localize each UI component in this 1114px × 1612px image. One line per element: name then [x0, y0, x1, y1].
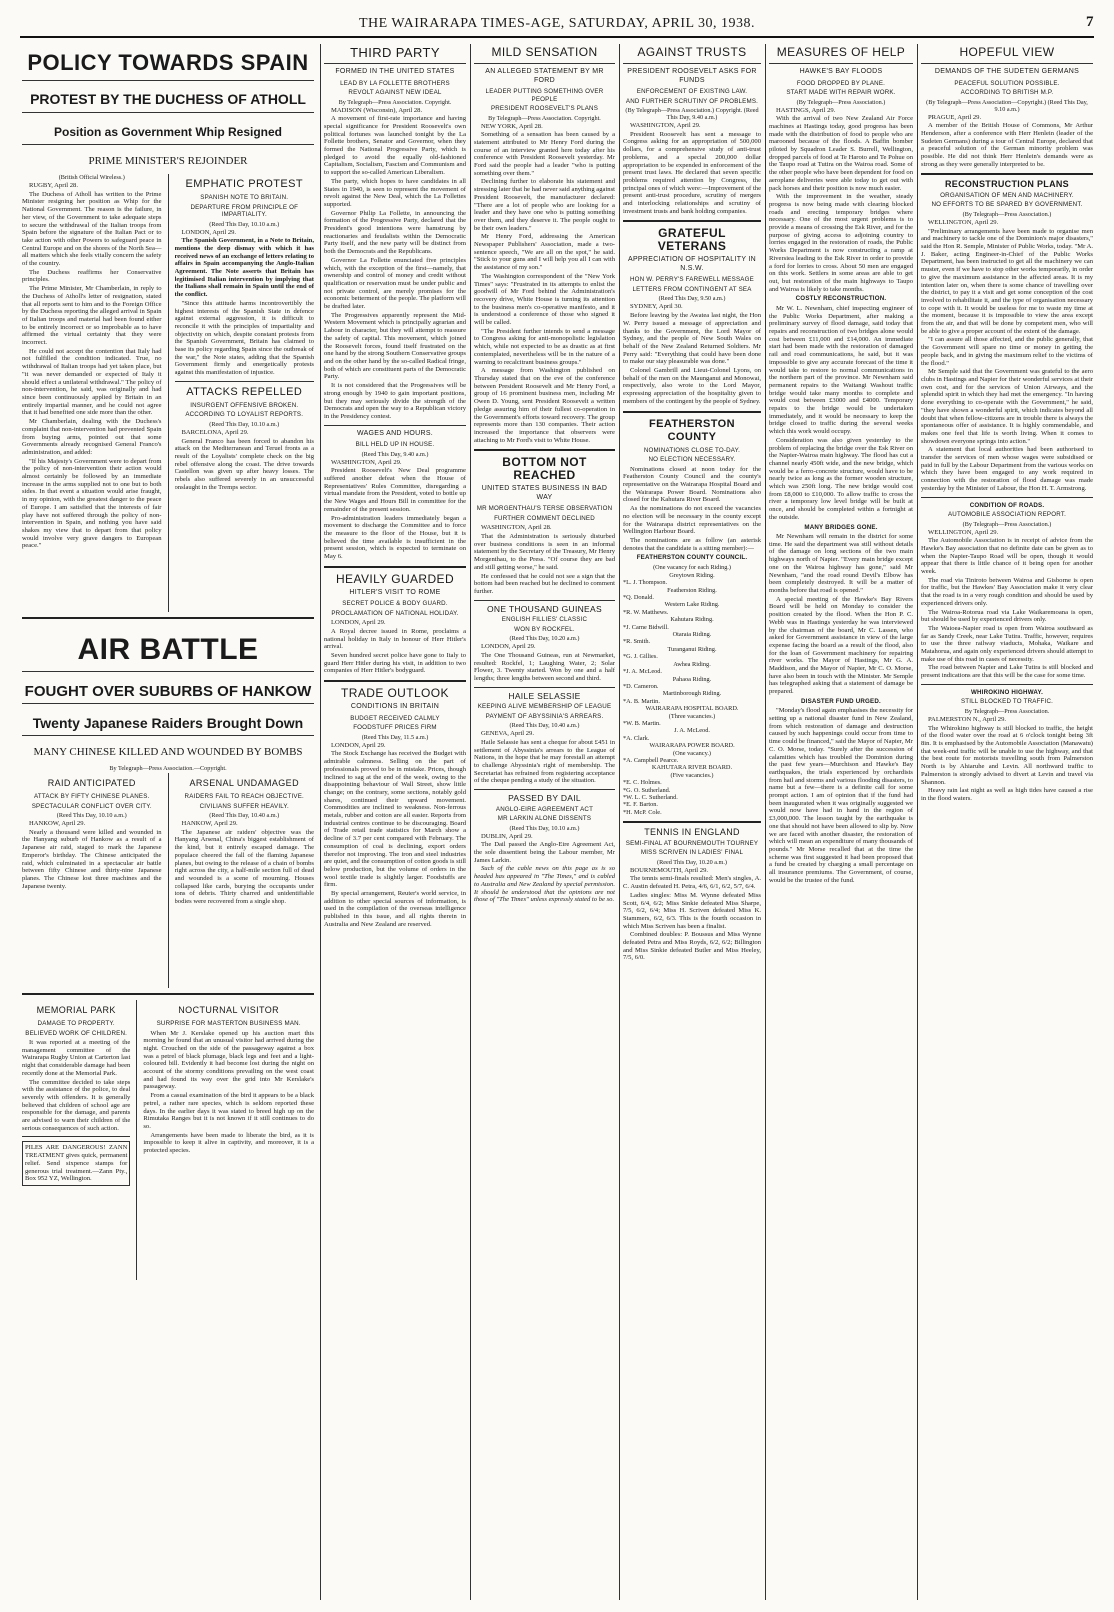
- subheading: TENNIS IN ENGLAND: [644, 827, 740, 838]
- nomination-entry: *L. J. Thompson.: [623, 579, 668, 587]
- paragraph: Mr Henry Ford, addressing the American Newspaper Publishers' Association, made a two-sentence speech, "We are all on the spot," he said. "Stick to your guns and I will help you all I can with the assistance of my son.": [474, 233, 615, 272]
- column-rule: [619, 44, 620, 1600]
- article-nocturnal-visitor: [143, 1000, 314, 1280]
- received-line: (By Telegraph—Press Association.) Copyright. (Reed This Day, 9.40 a.m.): [625, 107, 759, 121]
- paragraph: Mr W. L. Newnham, chief inspecting engineer of the Public Works Department, after making a preliminary survey of flood damage, said today that repairs and reconstruction of two bridges alone would cost between £11,000 and £14,000. An immediate start had been made with the restoration of damaged rail and road communications, he said, but it was impossible to give any accurate forecast of the time it would take to restore to normal communications in the northern part of the province. Mr Newnham said permanent repairs to the Waitangi Washout traffic bridge would take many months to complete and would cost between £3000 and £4000. Temporary repairs to the bridge would be undertaken immediately, and it would be necessary to keep the bridge closed to traffic during the several weeks which this work would occupy.: [769, 304, 913, 436]
- article-third-party: [324, 46, 466, 421]
- column-rule: [320, 44, 321, 1600]
- dateline: RUGBY, April 28.: [29, 182, 78, 189]
- dateline: SYDNEY, April 30.: [630, 303, 683, 311]
- paragraph: A message from Washington published on Thursday stated that on the eve of the conference between President Roosevelt and Mr Henry Ford, a group of 16 prominent business men, including Mr Owen D. Young, sent President Roosevelt a written pledge assuring him of their fullest co-operation in the Government's efforts toward recovery. The group represents more than 130 companies. Their action increased the importance that observers were attaching to Mr Ford's visit to White House.: [474, 367, 615, 444]
- credit-line: (By Telegraph—Press Association.): [962, 210, 1052, 218]
- dateline: HANKOW, April 29.: [29, 820, 86, 827]
- nomination-entry: Greytown Riding.: [669, 571, 715, 579]
- nomination-entry: *A. Campbell Pearce.: [623, 756, 679, 764]
- paragraph: The One Thousand Guineas, run at Newmarket, resulted: Rockfel, 1; Laughing Water, 2; Solar Flower, 3. Twenty started. Won by one and a half lengths; three lengths between second and third.: [474, 651, 615, 682]
- subheading: HAILE SELASSIE: [508, 690, 581, 701]
- article-memorial-park: [22, 1000, 130, 1280]
- deck: LEAD BY LA FOLLETTE BROTHERS: [340, 79, 450, 87]
- article-grateful-veterans: [623, 227, 761, 405]
- paragraph: When Mr J. Kerslake opened up his auction mart this morning he found that an unusual visitor had arrived during the night. Crouched on the side of the passageway against a box was a petrel of black plumage, black legs and feet and a light-coloured bill. Evidently it had become lost during the night on account of the stormy conditions prevailing on the west coast and had found its way over the grid into Mr Kerslake's passageway.: [143, 1029, 314, 1091]
- deck: ENFORCEMENT OF EXISTING LAW.: [636, 88, 748, 95]
- deck: FOODSTUFF PRICES FIRM: [353, 724, 437, 732]
- deck: Twenty Japanese Raiders Brought Down: [32, 715, 304, 731]
- credit-line: (By Telegraph—Press Association.): [796, 98, 886, 106]
- dateline: MADISON (Wisconsin), April 28.: [331, 106, 423, 114]
- paragraph: "Since this attitude harms incontrovertibly the highest interests of the Spanish State in defence against external aggression, it is difficult to reconcile it with the principles of impartiality and objectivity on which, despite constant protests from the Spanish Government, Britain has claimed to base its policy regarding Spain since the outbreak of the war," the Note states, adding that the Spanish Government firmly and energetically protests against this manifestation of injustice.: [174, 299, 314, 377]
- nomination-entry: *Q. Donald.: [623, 594, 654, 602]
- column-4: [623, 42, 761, 1602]
- deck: ACCORDING TO BRITISH M.P.: [960, 89, 1054, 96]
- deck: KEEPING ALIVE MEMBERSHIP OF LEAGUE: [477, 703, 612, 711]
- paragraph: The tennis semi-finals resulted: Men's singles, A. C. Austin defeated H. Petra, 4/6, 6/1, 6/2, 5/7, 6/4.: [623, 875, 761, 891]
- deck: WON BY ROCKFEL.: [514, 625, 575, 633]
- deck: NO EFFORTS TO BE SPARED BY GOVERNMENT.: [931, 201, 1083, 209]
- credit-line: (British Official Wireless.): [58, 174, 125, 181]
- received-line: (Reed This Day, 9.50 a.m.): [658, 295, 726, 303]
- article-air-battle: [22, 633, 314, 988]
- subheading: RAID ANTICIPATED: [47, 778, 136, 788]
- nomination-entry: KAHUTARA RIVER BOARD.: [651, 764, 733, 772]
- deck: PAYMENT OF ABYSSINIA'S ARREARS.: [485, 712, 604, 720]
- received-line: (Reed This Day, 10.20 a.m.): [657, 858, 727, 866]
- nomination-entry: (Five vacancies.): [670, 771, 714, 779]
- deck: ANGLO-EIRE AGREEMENT ACT: [495, 805, 594, 813]
- nomination-entry: *G. O. Sutherland.: [623, 786, 671, 794]
- nomination-entry: Pahaoa Riding.: [672, 675, 712, 683]
- nomination-entry: *R. W. Matthews.: [623, 608, 669, 616]
- paragraph: He confessed that he could not see a sign that the bottom had been reached but he declined to comment further.: [474, 572, 615, 595]
- received-line: (Reed This Day, 10.10 a.m.): [209, 220, 280, 228]
- nomination-entry: Otaraia Riding.: [672, 631, 712, 639]
- deck: MISS SCRIVEN IN LADIES' FINAL: [640, 849, 744, 857]
- credit-line: (By Telegraph—Press Association.): [962, 520, 1052, 528]
- paragraph: The Duchess of Atholl has written to the Prime Minister resigning her position as Whip for the National Government. The reason is the failure, in her view, of the Government to take adequate steps to secure the withdrawal of the Italian troops from Spain before the signature of the Italian Pact or to take action with other Powers to safeguard peace in Central Europe and on the shores of the North Sea—all matters which she feels vitally concern the safety of the country.: [22, 190, 162, 268]
- paragraph: President Roosevelt has sent a message to Congress asking for an appropriation of 500,000 dollars, for a comprehensive study of anti-trust problems, and a special 200,000 dollar appropriation to be expended in enforcement of the present trust laws. He declared that seven specific problems required attention by Congress, the principal ones of which were:—Improvement of the present anti-trust procedure, scrutiny of mergers and interlocking relationships and scrutiny of investment trusts and bank holding companies.: [623, 130, 761, 215]
- nomination-entry: WAIRARAPA POWER BOARD.: [649, 742, 735, 750]
- deck: Position as Government Whip Resigned: [53, 125, 283, 139]
- page-number: 7: [1086, 14, 1094, 30]
- paragraph: Mr Chamberlain, dealing with the Duchess's complaint that non-intervention had prevented Spain from buying arms, pointed out that some Governments already recognised General Franco's administration, and added:: [22, 418, 162, 456]
- deck: SEMI-FINAL AT BOURNEMOUTH TOURNEY: [625, 839, 759, 847]
- note: (One vacancy for each Riding.): [653, 563, 731, 571]
- deck: FOUGHT OVER SUBURBS OF HANKOW: [24, 683, 312, 700]
- subheading: EMPHATIC PROTEST: [185, 178, 303, 190]
- nomination-entry: WAIRARAPA HOSPITAL BOARD.: [645, 705, 739, 713]
- paragraph: The Waioea-Napier road is open from Wairoa southward as far as Sandy Creek, near Lake Tutira. Traffic, however, requires to use the three railway viaducts, Mohaka, Waikare and Matahorua, and again only experienced drivers should attempt to make use of this road in cases of necessity.: [921, 624, 1093, 663]
- received-line: (Reed This Day, 9.40 a.m.): [361, 450, 429, 458]
- paragraph: Nearly a thousand were killed and wounded in the Hanyang suburb of Hankow as a result of a Japanese air raid, staged to mark the Japanese Emperor's birthday. The Chinese anticipated the raid, which culminated in a spectacular air battle between fifty Chinese and thirty-nine Japanese planes. The Chinese lost three machines and the Japanese twenty.: [22, 828, 162, 890]
- subheading: NOCTURNAL VISITOR: [178, 1005, 280, 1015]
- subheading: FEATHERSTON COUNTY: [649, 417, 735, 443]
- dateline: WASHINGTON, April 29.: [630, 122, 701, 129]
- paragraph: The Dail passed the Anglo-Eire Agreement Act, the sole dissentient being the Labour member, Mr James Larkin.: [474, 841, 615, 864]
- article-reconstruction-plans: [921, 180, 1093, 802]
- subheading: BOTTOM NOT REACHED: [502, 455, 587, 483]
- dateline: WASHINGTON, April 29.: [331, 458, 402, 466]
- article-tennis-in-england: [623, 828, 761, 962]
- article-one-thousand-guineas: [474, 605, 615, 683]
- deck: ENGLISH FILLIES' CLASSIC: [501, 616, 588, 624]
- nomination-entry: *A. B. Martin.: [623, 697, 660, 705]
- column-2: [324, 42, 466, 1602]
- masthead-title: THE WAIRARAPA TIMES-AGE, SATURDAY, APRIL 30, 1938.: [358, 16, 756, 31]
- received-line: (Reed This Day, 10.40 a.m.): [509, 722, 580, 730]
- paragraph: A statement that local authorities had been authorised to transfer the services of men whose wages were subsidised or paid in full by the Labour Department from the various works on which they have been engaged to any work required in connection with the restoration of flood damage was made yesterday by the Minister of Labour, the Hon H. T. Armstrong.: [921, 446, 1093, 492]
- subheading: AGAINST TRUSTS: [637, 45, 747, 59]
- dateline: WELLINGTON, April 29.: [928, 528, 999, 536]
- paragraph: The Japanese air raiders' objective was the Hanyang Arsenal, China's biggest establishment of the kind, but it entirely escaped damage. The populace cheered the fall of the flaming Japanese planes, but owing to the release of a chain of bombs right across the city, a half-mile section full of dead and wounded is a scene of mourning. Houses collapsed like cards, burying the occupants under tons of debris. Thirty charred and unidentifiable bodies were recovered from a single shop.: [174, 828, 314, 906]
- article-heavily-guarded: [324, 573, 466, 675]
- paragraph: Arrangements have been made to liberate the bird, as it is impossible to keep it alive in captivity, and moreover, it is a protected species.: [143, 1131, 314, 1155]
- footnote: Such of the cable news on this page as is so headed has appeared in "The Times," and is cabled to Australia and New Zealand by special permission. It should be understood that the opinions are not those of "The Times" unless expressly stated to be so.: [474, 865, 615, 904]
- deck: AN ALLEGED STATEMENT BY MR FORD: [485, 68, 604, 84]
- nomination-entry: *W. B. Martin.: [623, 719, 661, 727]
- received-line: (Reed This Day, 10.20 a.m.): [509, 635, 580, 643]
- deck: PEACEFUL SOLUTION POSSIBLE.: [954, 79, 1060, 87]
- paragraph: Pro-administration leaders immediately began a movement to discharge the Committee and to force the measure to the floor of the House, but it is believed the time available is insufficient in the present session, which is expected to terminate on May 6.: [324, 514, 466, 561]
- paragraph: By special arrangement, Reuter's world service, in addition to other special sources of information, is used in the compilation of the overseas intelligence published in this issue, and all rights therein in Australia and New Zealand are reserved.: [324, 890, 466, 928]
- advertisement: PILES ARE DANGEROUS! ZANN TREATMENT gives quick, permanent relief. Send sixpence stamps for generous trial treatment.—Zann Pty., Box 952 YZ, Wellington.: [22, 1141, 130, 1186]
- subheading: ARSENAL UNDAMAGED: [189, 778, 299, 788]
- subheading: DISASTER FUND URGED.: [801, 697, 881, 705]
- nomination-entry: Kahutara Riding.: [670, 616, 714, 624]
- dateline: LONDON, April 29.: [331, 619, 386, 627]
- deck: PRIME MINISTER'S REJOINDER: [88, 155, 248, 167]
- paragraph: The Wairoa-Rotorua road via Lake Waikaremoana is open, but should be used by experienced drivers only.: [921, 608, 1093, 624]
- nomination-entry: *J. A. McLeod.: [623, 668, 663, 676]
- nomination-list: [623, 572, 761, 816]
- deck: SURPRISE FOR MASTERTON BUSINESS MAN.: [156, 1020, 301, 1027]
- paragraph: The Progressives apparently represent the Mid-Western Movement which is principally agrarian and Labour in character, but they will attempt to reassure the safety of capital. This movement, which joined the Roosevelt forces, found itself frustrated on the one hand by the strong Southern Conservative groups and on the other hand by the so-called Radical fringe, both of which are constituent parts of the Democratic Party.: [324, 311, 466, 381]
- credit-line: By Telegraph—Press Association.: [964, 707, 1050, 715]
- nomination-entry: Martinborough Riding.: [662, 690, 722, 698]
- dateline: HANKOW, April 29.: [181, 820, 238, 827]
- column-rule: [917, 44, 918, 1600]
- headline: AIR BATTLE: [77, 633, 259, 666]
- deck: LEADER PUTTING SOMETHING OVER PEOPLE: [485, 88, 604, 103]
- subheading: FEATHERSTON COUNTY COUNCIL.: [636, 554, 748, 562]
- nomination-entry: *D. Cameron.: [623, 682, 659, 690]
- article-trade-outlook: [324, 687, 466, 928]
- deck: MR LARKIN ALONE DISSENTS: [497, 815, 592, 823]
- subheading: ONE THOUSAND GUINEAS: [487, 603, 602, 614]
- nomination-entry: *J. Carne Bidwill.: [623, 623, 669, 631]
- paragraph: Combined doubles: P. Boussus and Miss Wynne defeated Petra and Miss Royds, 6/2, 6/2; Billington and Miss Sinkie defeated Butler and Miss Heeley, 7/5, 6/0.: [623, 931, 761, 962]
- subheading: COSTLY RECONSTRUCTION.: [795, 295, 887, 303]
- dateline: LONDON, April 29.: [481, 643, 536, 651]
- deck: SPANISH NOTE TO BRITAIN.: [200, 194, 289, 201]
- column-5: [769, 42, 913, 1602]
- dateline: LONDON, April 29.: [331, 741, 386, 749]
- received-line: (Reed This Day, 10.10 a.m.): [209, 420, 280, 428]
- paragraph: General Franco has been forced to abandon his attack on the Mediterranean and Teruel fronts as a result of the Loyalists' complete check on the big rebel offensive along the coast. The drive towards Castellon was given up after heavy losses. The rebels also suffered severely in an unsuccessful onslaught in the Tremps sector.: [174, 437, 314, 491]
- paragraph: Consideration was also given yesterday to the problem of replacing the bridge over the Esk River on the Napier-Wairoa main highway. The flood has cut a channel nearly 450ft wide, and the new bridge, which would be a ferro-concrete structure, would have to be nearly twice as long as the former wooden structure, which was 250ft long. The new bridge would cost from £8,000 to £10,000. To allow traffic to cross the river a temporary low level bridge will be built at once, and should be completed within a fortnight at the outside.: [769, 436, 913, 521]
- dateline: HASTINGS, April 29.: [776, 106, 836, 114]
- deck: HAWKE'S BAY FLOODS: [799, 68, 883, 75]
- deck: PROCLAMATION OF NATIONAL HOLIDAY.: [331, 609, 459, 617]
- deck: HON W. PERRY'S FAREWELL MESSAGE: [630, 276, 754, 284]
- subheading: GRATEFUL VETERANS: [657, 226, 727, 254]
- paragraph: The Prime Minister, Mr Chamberlain, in reply to the Duchess of Atholl's letter of resignation, stated that all reports sent to him and to the Foreign Office by the Duchess reporting the alleged arrival in Spain of Italian troops and material had been found either to be entirely incorrect or so improbable as to have affirmed the virtual certainty that they were incorrect.: [22, 285, 162, 347]
- subheading: TRADE OUTLOOK: [341, 686, 449, 701]
- dateline: PALMERSTON N., April 29.: [928, 715, 1007, 723]
- masthead: [20, 14, 1094, 38]
- deck: UNITED STATES BUSINESS IN BAD WAY: [481, 485, 608, 501]
- nomination-entry: Awhea Riding.: [673, 660, 711, 668]
- dateline: BOURNEMOUTH, April 29.: [630, 866, 709, 874]
- dateline: GENEVA, April 29.: [481, 730, 534, 738]
- subheading: RECONSTRUCTION PLANS: [944, 179, 1069, 190]
- column-rule: [765, 44, 766, 1600]
- article-measures-of-help: [769, 46, 913, 885]
- deck: STILL BLOCKED TO TRAFFIC.: [960, 698, 1054, 706]
- paragraph: A special meeting of the Hawke's Bay Rivers Board will be held on Monday to consider the position created by the flood. When the Hon P. C. Webb was in Hastings yesterday he was interviewed by the chairman of the board, Mr C. Lassen, who asked for Government assistance in view of the large expense facing the board as a result of the flood, also for the loan of Government machinery for repairing river works. The Mayor of Hastings, Mr G. A. Maddison, and the Mayor of Napier, Mr C. O. Morse, have also been in touch with the Minister. Mr Semple has telegraphed asking that a statement of damage be prepared.: [769, 595, 913, 696]
- nomination-entry: Turanganui Riding.: [667, 645, 717, 653]
- paragraph: Haile Selassie has sent a cheque for about £451 in settlement of Abyssinia's arrears to the League of Nations, in the hope that he may forestall an attempt to challenge Abyssinia's right of membership. The Secretariat has refrained from registering acceptance of the cheque pending a study of the situation.: [474, 738, 615, 785]
- dateline: PRAGUE, April 29.: [928, 113, 982, 121]
- deck: INSURGENT OFFENSIVE BROKEN.: [190, 401, 299, 409]
- paragraph: The road between Napier and Lake Tutira is still blocked and present indications are that this will be the case for some time.: [921, 664, 1093, 680]
- dateline: WASHINGTON, April 28.: [481, 524, 552, 532]
- nomination-entry: Featherston Riding.: [667, 586, 717, 594]
- deck: HITLER'S VISIT TO ROME: [349, 588, 441, 596]
- deck: DAMAGE TO PROPERTY.: [37, 1020, 115, 1027]
- paragraph: "Monday's flood again emphasises the necessity for setting up a national disaster fund in New Zealand, from which restoration of damage and destruction caused by such happenings could occur from time to time could be financed," said the Mayor of Napier, Mr C. O. Morse, today. "Surely after the succession of calamities which has troubled the Dominion during the past few years—Murchison and Hawke's Bay earthquakes, the trials experienced by orchardists from hail and storms and various flooding disasters, to name but a few—there is a definite call for some prompt action. I am of opinion that if the fund had been inaugurated when it was originally suggested we would now have had in hand in the region of £3,000,000. The lesson taught by the earthquake is one that should not have been allowed to slip by. Now we are faced with another disaster, the restoration of which will mean an expenditure of many thousands of pounds." Mr Morse recalled that at the time the scheme was first suggested it had been proposed that a fund be created by charging a small percentage on all insurance premiums. The Government, of course, would be the trustee of the fund.: [769, 707, 913, 884]
- credit-line: By Telegraph—Press Association. Copyright.: [338, 98, 452, 106]
- paragraph: The Automobile Association is in receipt of advice from the Hawke's Bay association that no definite date can be given as to when the Napier-Taupo Road will be open, though it would appear that there is little chance of it being open for another week.: [921, 537, 1093, 576]
- article-mild-sensation: [474, 46, 615, 444]
- nomination-entry: *W. L. C. Sutherland.: [623, 794, 678, 801]
- nomination-entry: *E. F. Barton.: [623, 801, 659, 809]
- paragraph: Nominations closed at noon today for the Featherston County Council and the county's representative on the Wairarapa Hospital Board and the Wairarapa Power Board. Nominations also closed for the Kahutara River Board.: [623, 465, 761, 504]
- column-left-wide: [22, 42, 314, 1602]
- nomination-entry: (One vacancy.): [672, 749, 712, 757]
- deck: DEMANDS OF THE SUDETEN GERMANS: [934, 68, 1080, 75]
- deck: FOOD DROPPED BY PLANE.: [796, 79, 886, 87]
- deck: ORGANISATION OF MEN AND MACHINERY.: [940, 191, 1074, 199]
- paragraph: With the arrival of two New Zealand Air Force machines at Hastings today, good progress has been made with the distribution of food to people who are marooned because of the floods. A Baffin bomber piloted by Squadron Leader S. Burrell, Wellington, dropped parcels of food at Te Haroto and Te Pohue on the Taupo road at Tutira on the Wairoa road. Some of the other people who have been dependent for food on aeroplane deliveries were able today to get out with pack horses and their position is now much easier.: [769, 115, 913, 192]
- deck: SPECTACULAR CONFLICT OVER CITY.: [31, 802, 152, 810]
- paragraph: Heavy rain last night as well as high tides have caused a rise in the flood waters.: [921, 787, 1093, 802]
- subheading: MEASURES OF HELP: [776, 45, 906, 59]
- paragraph: A movement of first-rate importance and having special significance for President Roosevelt's own political fortunes was launched tonight by the La Follette brothers, Senator and Governor, when they formed the National Progressive Party, which is pledged to avoid the equally old-fashioned Capitalism, Socialism, Fascism and Communism and to support the so-called American Liberalism.: [324, 115, 466, 177]
- paragraph: Governor Philip La Follette, in announcing the formation of the Progressive Party, declared that the President's good intentions were hamstrung by reactionaries and feudalists within the Democratic Party itself, and the new party will be distinct from both the Democrats and the Republicans.: [324, 209, 466, 256]
- paragraph: Before leaving by the Awatea last night, the Hon W. Perry issued a message of appreciation and thanks to the Government, the Lord Mayor of Sydney, and the people of New South Wales on behalf of the New Zealand Returned Soldiers. Mr Perry said: "Everything that could have been done to make our stay pleasurable was done.": [623, 312, 761, 366]
- paragraph: Ladies singles: Miss M. Wynne defeated Miss Scott, 6/4, 6/2; Miss Sinkie defeated Miss Sharpe, 7/5, 6/2, 6/4; Miss H. Scriven defeated Miss K. Stammers, 6/2, 6/3. This is the fourth occasion in which Miss Scriven has been a finalist.: [623, 891, 761, 930]
- received-line: (Reed This Day, 10.10 a.m.): [509, 824, 580, 832]
- subheading: MANY BRIDGES GONE.: [804, 523, 878, 531]
- deck: PROTEST BY THE DUCHESS OF ATHOLL: [30, 91, 306, 107]
- dateline: LONDON, April 29.: [181, 228, 237, 236]
- headline: POLICY TOWARDS SPAIN: [27, 50, 309, 75]
- subheading: HOPEFUL VIEW: [959, 45, 1055, 59]
- paragraph: From a casual examination of the bird it appears to be a black petrel, a rather rare species, which is seldom reported these days. In the earlier days it was stated to breed high up on the Rimutaka Ranges but it is not known if it still continues to do so.: [143, 1092, 314, 1130]
- article-bottom-not-reached: [474, 456, 615, 595]
- deck: BUDGET RECEIVED CALMLY: [350, 714, 440, 722]
- nomination-entry: *G. J. Gillies.: [623, 653, 658, 661]
- deck: BILL HELD UP IN HOUSE.: [355, 441, 435, 449]
- nomination-entry: *A. Clark.: [623, 734, 650, 742]
- paragraph: Mr Newnham will remain in the district for some time. He said the department was still without details of the damage on long sections of the two main highways north of Napier. "Every main bridge except one on the Wairoa highway has gone," said Mr Newnham, "and the road round Devil's Elbow has been completely destroyed. It will be a matter of months before that road is opened.": [769, 533, 913, 594]
- deck: MANY CHINESE KILLED AND WOUNDED BY BOMBS: [33, 746, 303, 758]
- paragraph: It was reported at a meeting of the management committee of the Wairarapa Rugby Union at Carterton last night that considerable damage had been recently done at the Memorial Park.: [22, 1039, 131, 1077]
- paragraph: "Preliminary arrangements have been made to organise men and machinery to tackle one of the Dominion's major disasters," said the Hon R. Semple, Minister of Public Works, today. "Mr A. J. Baker, acting Engineer-in-Chief of the Public Works Department, has been instructed to get all the machinery we can muster, even if we have to stop other works temporarily, in order to give the maximum assistance in the affected areas. It is my intention later on, when there is some chance of travelling over the district, to pay it a visit and get some conception of the cost involved to rehabilitate it, and the type of organisation necessary to cope with it. It would be useless for me to waste my time at the moment, because it is impossible to view the area except from the air, and that will be done by competent men, who will be able to give a proper account of the extent of the damage.: [921, 227, 1093, 335]
- article-wages-and-hours: [324, 430, 466, 561]
- deck: FORMED IN THE UNITED STATES: [335, 68, 455, 75]
- paragraph: The committee decided to take steps with the assistance of the police, to deal severely with offenders. It is generally believed that children of school age are responsible for the damage, and parents are advised to warn their children of the serious consequences of such action.: [22, 1078, 131, 1132]
- nomination-entry: (Three vacancies.): [668, 712, 716, 720]
- subheading: WHIROKINO HIGHWAY.: [970, 688, 1044, 696]
- subheading: HEAVILY GUARDED: [335, 571, 455, 586]
- column-3: [474, 42, 615, 1602]
- paragraph: Colonel Gambrill and Lieut-Colonel Lyons, on behalf of the men on the Maunganui and Monowai, respectively, also wrote to the Lord Mayor, expressing appreciation of the hospitality given to members of the contingent by the people of Sydney.: [623, 367, 761, 405]
- subheading: PASSED BY DAIL: [508, 793, 581, 804]
- deck: ACCORDING TO LOYALIST REPORTS.: [185, 411, 304, 419]
- paragraph: It is not considered that the Progressives will be strong enough by 1940 to gain important positions, but they may seriously divide the strength of the Democrats and open the way to a Republican victory in the Presidency contest.: [324, 382, 466, 420]
- dateline: BARCELONA, April 29.: [181, 428, 249, 436]
- paragraph: The nominations are as follow (an asterisk denotes that the candidate is a sitting member):—: [623, 536, 761, 552]
- deck: BELIEVED WORK OF CHILDREN.: [25, 1029, 128, 1037]
- paragraph: The Whirokino highway is still blocked to traffic, the height of the flood water over the road at 6 o'clock tonight being 3ft 8in. It is emphasised by the Automobile Association (Manawatu) that week-end traffic will be unable to use the highway, and that the best route for motorists travelling south from Palmerston North is by Ahiaruhe and Levin. All northward traffic to Palmerston is strongly advised to divert at Levin and travel via Shannon.: [921, 724, 1093, 786]
- deck: APPRECIATION OF HOSPITALITY IN N.S.W.: [627, 256, 757, 272]
- subheading: MILD SENSATION: [491, 45, 598, 59]
- dateline: NEW YORK, April 28.: [481, 122, 543, 130]
- deck: CIVILIANS SUFFER HEAVILY.: [199, 802, 289, 810]
- credit-line: (By Telegraph—Press Association—Copyright.) (Reed This Day, 9.10 a.m.): [926, 98, 1088, 113]
- subheading: MEMORIAL PARK: [36, 1005, 116, 1015]
- column-6: [921, 42, 1093, 1602]
- article-haile-selassie: [474, 692, 615, 785]
- subheading: ATTACKS REPELLED: [186, 385, 303, 398]
- deck: NO ELECTION NECESSARY.: [648, 456, 736, 464]
- dateline: WELLINGTON, April 29.: [928, 218, 999, 226]
- subheading: THIRD PARTY: [350, 45, 440, 60]
- deck: DEPARTURE FROM PRINCIPLE OF IMPARTIALITY.: [190, 203, 299, 218]
- nomination-entry: *R. Smith.: [623, 638, 651, 646]
- deck: NOMINATIONS CLOSE TO-DAY.: [643, 446, 741, 454]
- deck: RAIDERS FAIL TO REACH OBJECTIVE.: [184, 793, 304, 800]
- deck: FURTHER COMMENT DECLINED: [494, 514, 595, 522]
- deck: AND FURTHER SCRUTINY OF PROBLEMS.: [625, 97, 759, 105]
- deck: START MADE WITH REPAIR WORK.: [786, 89, 896, 96]
- deck: SECRET POLICE & BODY GUARD.: [342, 600, 448, 608]
- deck: REVOLT AGAINST NEW IDEAL: [348, 89, 442, 96]
- dateline: DUBLIN, April 29.: [481, 832, 533, 840]
- paragraph: "I can assure all those affected, and the public generally, that the Government will spare no time or money in getting the people back, and in giving the maximum relief to the victims of the flood.": [921, 336, 1093, 367]
- nomination-entry: *E. C. Holmes.: [623, 779, 662, 787]
- deck: MR MORGENTHAU'S TERSE OBSERVATION: [476, 505, 613, 513]
- paragraph: A Royal decree issued in Rome, proclaims a national holiday in Italy in honour of Herr Hitler's arrival.: [324, 627, 466, 651]
- article-passed-by-dail: [474, 794, 615, 904]
- article-against-trusts: [623, 46, 761, 215]
- paragraph: "If his Majesty's Government were to depart from the policy of non-intervention their action would almost certainly be followed by an immediate increase in the arms supplied not to one but to both sides. In that event a situation would arise fraught, in my opinion, with the greatest danger to the peace of Europe. I am satisfied that the interests of fair play have not suffered through the policy of non-intervention in Spain, and nothing you have said shakes my view that to depart from that policy would involve very grave dangers to European peace.": [22, 457, 162, 550]
- paragraph: That the Administration is seriously disturbed over business conditions is seen in an informal statement by the Secretary of the Treasury, Mr Henry Morgenthau, to the Press. "Of course they are bad and still getting worse," he said.: [474, 533, 615, 571]
- subheading: WAGES AND HOURS.: [356, 429, 434, 437]
- article-featherston-county: [623, 418, 761, 817]
- deck: LETTERS FROM CONTINGENT AT SEA: [632, 285, 752, 293]
- paragraph: Mr Semple said that the Government was grateful to the aero clubs in Hastings and Napier for their wonderful services at their own cost, and for the services of Union Airways, and the splendid spirit in which they had met the emergency. "In having done everything to co-operate with the Government," he said, "they have shown a wonderful spirit, which indicates beyond all doubt that when fellow-citizens are in trouble there is always the spontaneous offer of assistance. It is highly commendable, and makes one feel that life is worth living. When it comes to showdown everyone springs into action.": [921, 368, 1093, 445]
- nomination-entry: *H. McP. Cole.: [623, 808, 662, 816]
- paragraph: The Spanish Government, in a Note to Britain, mentions the deep dismay with which it has received news of an exchange of letters relating to affairs in Spain accompanying the Anglo-Italian Agreement. The Note asserts that Britain has legitimised Italian intervention by implying that the Italians shall remain in Spain until the end of the conflict.: [174, 237, 314, 299]
- paragraph: "The President further intends to send a message to Congress asking for anti-monopolistic legislation which, while not expected to be as drastic as at first contemplated, nevertheless will be in the nature of a warning to recalcitrant business groups.": [474, 327, 615, 366]
- article-hopeful-view: [921, 46, 1093, 168]
- paragraph: The Stock Exchange has received the Budget with admirable calmness. Selling on the part of professionals proved to be in mistake. Prices, though inclined to sag at the end of the week, owing to the disappointing behaviour of Wall Street, show little change; on the contrary, some sections, notably gold shares, continued their upward movement. Commodities are inclined to weakness. Non-ferrous metals, rubber and cotton are all easier. Reports from industrial centres continue to be discouraging. Board of Trade retail trade statistics for March show a decline of 3.7 per cent compared with February. The consumption of coal is declining, export orders therefor not improving. The iron and steel industries are quiet, and the consumption of cotton goods is still below production, but the volume of orders in the wool textile trade is slightly larger. Foodstuffs are firm.: [324, 750, 466, 889]
- paragraph: With the improvement in the weather, steady progress is now being made with clearing blocked roads and erecting temporary bridges where necessary. One of the most urgent problems is to provide a means of crossing the Esk River, and for the purpose of giving access to adjoining country to lorries engaged in the restoration of roads, the Public Works Department is now constructing a ramp at Riversiea leading to the Esk River in order to provide a ford for lorries to cross. About 50 men are engaged on this work. Settlers in some areas are able to get out, but restoration of the main highways to Taupo and Wairoa is likely to take months.: [769, 193, 913, 293]
- received-line: (Reed This Day, 10.10 a.m.): [56, 812, 127, 819]
- column-rule: [470, 44, 471, 1600]
- nomination-entry: Western Lake Riding.: [664, 601, 720, 609]
- credit-line: By Telegraph—Press Association.—Copyright.: [109, 765, 227, 772]
- subheading: CONDITION OF ROADS.: [969, 501, 1045, 509]
- paragraph: The road via Tiniroto between Wairoa and Gisborne is open for traffic, but the Hawkes' Bay Association make it very clear that the road is in a very rough condition and should be used by experienced drivers only.: [921, 576, 1093, 607]
- deck: ATTACK BY FIFTY CHINESE PLANES.: [34, 793, 150, 800]
- deck: PRESIDENT ROOSEVELT ASKS FOR FUNDS: [627, 68, 757, 84]
- paragraph: He could not accept the contention that Italy had not fulfilled the condition indicated. True, no withdrawal of Italian troops had yet taken place, but "it was never demanded or expected of Italy it should effect a unilateral withdrawal." The policy of non-intervention, he said, was originally and had since been continuously applied by Britain in an entirely impartial manner, and he could not agree that it had benefited one side more than the other.: [22, 347, 162, 417]
- deck: CONDITIONS IN BRITAIN: [350, 703, 440, 711]
- paragraph: A member of the British House of Commons, Mr Arthur Henderson, after a conference with Herr Henlein (leader of the Sudeten Germans) during a tour of Central Europe, declared that a peaceful solution of the German minority problem was possible. He did not think Herr Henlein's demands were as strong as they were generally interpreted to be.: [921, 122, 1093, 168]
- paragraph: The Duchess reaffirms her Conservative principles.: [22, 268, 162, 284]
- paragraph: President Roosevelt's New Deal programme suffered another defeat when the House of Representatives' Rules Committee, disregarding a virtual mandate from the President, voted to bottle up the New Wages and Hours Bill in committee for the remainder of the present session.: [324, 467, 466, 513]
- paragraph: The party, which hopes to have candidates in all States in 1940, is seen to represent the movement of revolt against the New Deal, which the La Follettes supported.: [324, 177, 466, 208]
- credit-line: By Telegraph—Press Association. Copyright.: [488, 114, 601, 122]
- paragraph: As the nominations do not exceed the vacancies no election will be necessary in the county except for the Wairarapa district representatives on the Wellington Harbour Board.: [623, 505, 761, 536]
- paragraph: The Washington correspondent of the "New York Times" says: "Frustrated in its attempts to enlist the goodwill of Mr Ford behind the Administration's recovery drive, White House is turning its attention to the business men's co-operative manifesto, and it is understood a conference of those who signed it will be called.: [474, 272, 615, 327]
- paragraph: Something of a sensation has been caused by a statement attributed to Mr Henry Ford during the course of an interview granted here today after his conference with President Roosevelt yesterday. Mr Ford said the people had a leader "who is putting something over them.": [474, 131, 615, 177]
- paragraph: Seven hundred secret police have gone to Italy to guard Herr Hitler during his visit, in addition to two companies of Herr Hitler's bodyguard.: [324, 652, 466, 675]
- paragraph: Governor La Follette enunciated five principles which, with the exception of the first—namely, that ownership and control of money and credit without qualification or reservation must be under public and not private control, are merely promises for the economic betterment of the people. The platform will be drafted later.: [324, 256, 466, 311]
- article-spain: [22, 50, 314, 612]
- paragraph: Declining further to elaborate his statement and stressing later that he had never said anything against President Roosevelt, the manufacturer declared: "There are a lot of people who are looking for a leader and they have one who is putting something over them, and they deserve it. The people ought to be their own leaders.": [474, 178, 615, 232]
- deck: PRESIDENT ROOSEVELT'S PLANS: [490, 105, 599, 112]
- nomination-entry: J. A. McLeod.: [674, 727, 710, 735]
- deck: AUTOMOBILE ASSOCIATION REPORT.: [947, 511, 1067, 519]
- received-line: (Reed This Day, 10.40 a.m.): [209, 812, 280, 819]
- received-line: (Reed This Day, 11.5 a.m.): [361, 733, 429, 741]
